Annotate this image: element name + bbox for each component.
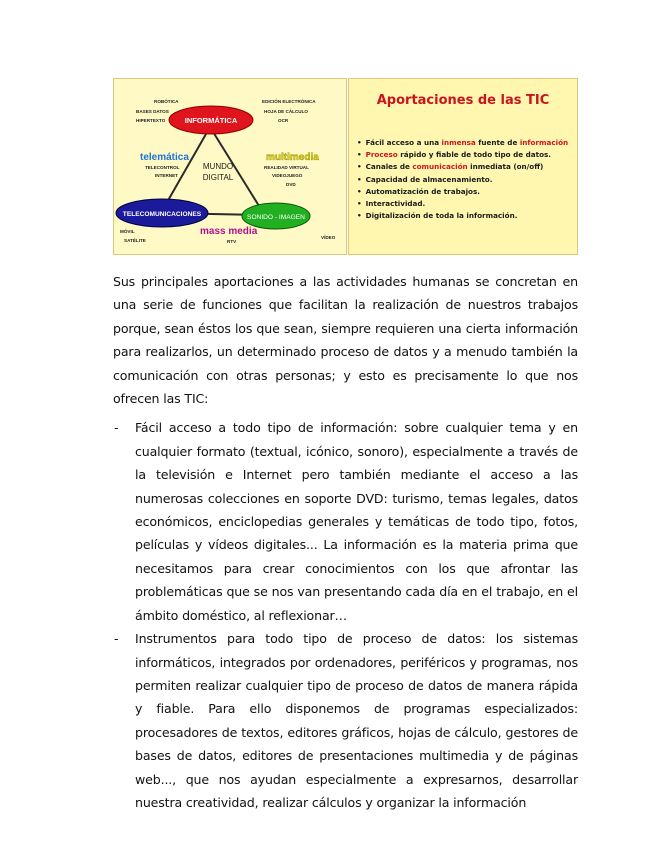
- tag-ocr: OCR: [278, 118, 289, 123]
- tag-telecontrol: TELECONTROL: [145, 165, 180, 170]
- list-bullet: -: [114, 631, 119, 647]
- node-sonido: SONIDO - IMAGEN: [247, 214, 305, 221]
- tag-videojuego: VIDEOJUEGO: [272, 173, 303, 178]
- tic-item: • Digitalización de toda la información.: [357, 211, 518, 221]
- tic-figure: [113, 78, 578, 255]
- functions-list: [113, 416, 578, 814]
- center-label-1: MUNDO: [202, 162, 234, 171]
- center-label-2: DIGITAL: [202, 173, 234, 182]
- label-mass-media: mass media: [200, 226, 258, 237]
- tag-dvd: DVD: [286, 182, 296, 187]
- tic-title: Aportaciones de las TIC: [376, 93, 550, 108]
- tic-contributions-panel: [348, 78, 578, 255]
- label-telematica: telemática: [140, 152, 189, 163]
- document-body: [113, 270, 578, 814]
- list-item: [113, 416, 578, 627]
- tic-item: • Canales de comunicación inmediata (on/off): [357, 162, 544, 172]
- tag-rtv: RTV: [227, 239, 237, 244]
- tag-movil: MÓVIL: [120, 229, 135, 234]
- tag-hipertexto: HIPERTEXTO: [136, 118, 166, 123]
- tic-item: • Proceso rápido y fiable de todo tipo de datos.: [357, 150, 552, 160]
- tic-item: • Fácil acceso a una inmensa fuente de información: [357, 138, 569, 147]
- node-informatica: INFORMÁTICA: [184, 116, 238, 125]
- list-item: [113, 627, 578, 814]
- digital-world-diagram: [113, 78, 347, 255]
- tic-item: • Capacidad de almacenamiento.: [357, 174, 493, 184]
- node-telecom: TELECOMUNICACIONES: [122, 211, 202, 218]
- list-item-text: Instrumentos para todo tipo de proceso de datos: los sistemas informáticos, integrados por ordenadores, periféricos y programas, nos permiten realizar cualquier tipo de proceso de datos de manera rápida y fiable. Para ello disponemos de programas especializados: procesadores de textos, editores gráficos, hojas de cálculo, gestores de bases de datos, editores de presentaciones multimedia y de páginas web..., que nos ayudan especialmente a expresarnos, desarrollar nuestra creatividad, realizar cálculos y organizar la información: [135, 631, 578, 810]
- tag-video: VÍDEO: [321, 235, 336, 240]
- tic-list: [357, 137, 568, 222]
- tag-robotica: ROBÓTICA: [154, 99, 179, 104]
- tic-item: • Interactividad.: [357, 199, 426, 209]
- tag-edicion: EDICIÓN ELECTRÓNICA: [262, 99, 316, 104]
- tic-item: • Automatización de trabajos.: [357, 186, 480, 196]
- list-bullet: -: [114, 420, 119, 436]
- tag-internet: INTERNET: [155, 173, 178, 178]
- intro-paragraph: Sus principales aportaciones a las actividades humanas se concretan en una serie de funciones que facilitan la realización de nuestros trabajos porque, sean éstos los que sean, siempre requieren una cierta información para realizarlos, un determinado proceso de datos y a menudo también la comunicación con otras personas; y esto es precisamente lo que nos ofrecen las TIC:: [113, 274, 578, 407]
- tag-realidad-virtual: REALIDAD VIRTUAL: [264, 165, 309, 170]
- label-multimedia: multimedia: [266, 152, 319, 163]
- tag-hoja-calculo: HOJA DE CÁLCULO: [264, 109, 308, 114]
- list-item-text: Fácil acceso a todo tipo de información: sobre cualquier tema y en cualquier formato (textual, icónico, sonoro), especialmente a través de la televisión e Internet pero también mediante el acceso a las numerosas colecciones en soporte DVD: turismo, temas legales, datos económicos, enciclopedias generales y temáticas de todo tipo, fotos, películas y vídeos digitales... La información es la materia prima que necesitamos para crear conocimientos con los que afrontar las problemáticas que se nos van presentando cada día en el trabajo, en el ámbito doméstico, al reflexionar…: [135, 420, 578, 623]
- tag-bases-datos: BASES DATOS: [136, 109, 169, 114]
- diagram-svg: [114, 79, 348, 256]
- tag-satelite: SATÉLITE: [124, 238, 146, 243]
